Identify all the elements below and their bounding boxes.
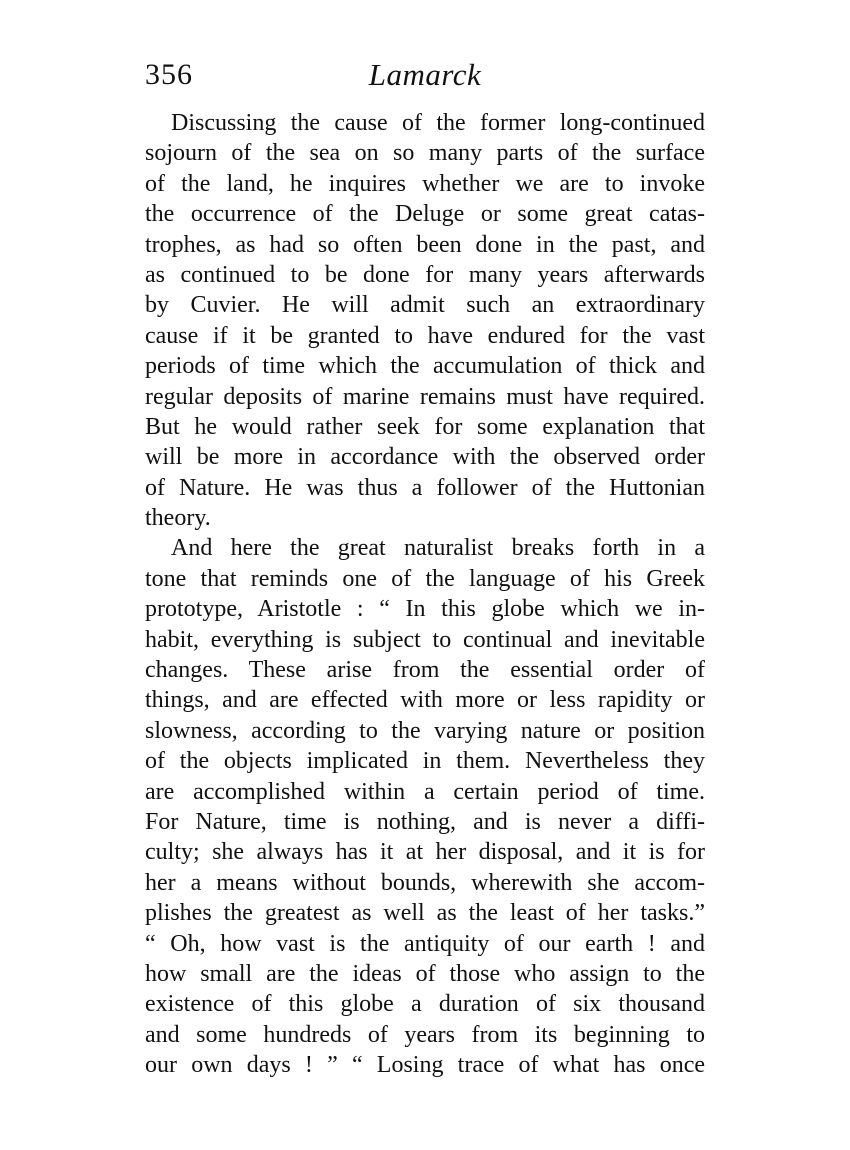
text-line: our own days ! ” “ Losing trace of what has once <box>145 1052 705 1079</box>
text-line: prototype, Aristotle : “ In this globe which we in- <box>145 596 705 623</box>
text-line: theory. <box>145 505 211 532</box>
text-line: existence of this globe a duration of six thousand <box>145 991 705 1018</box>
text-line: are accomplished within a certain period of time. <box>145 778 705 805</box>
text-line: plishes the greatest as well as the least of her tasks.” <box>145 900 705 927</box>
text-line: how small are the ideas of those who assign to the <box>145 960 705 987</box>
text-line: things, and are effected with more or less rapidity or <box>145 687 705 714</box>
text-line: will be more in accordance with the observed order <box>145 444 705 471</box>
text-line: And here the great naturalist breaks forth in a <box>171 535 705 562</box>
text-line: slowness, according to the varying nature or position <box>145 717 705 744</box>
text-line: of the land, he inquires whether we are to invoke <box>145 170 705 197</box>
body-text <box>145 108 705 1081</box>
text-line: But he would rather seek for some explanation that <box>145 413 705 440</box>
text-line: regular deposits of marine remains must have required. <box>145 383 705 410</box>
running-title: Lamarck <box>368 57 482 92</box>
text-line: trophes, as had so often been done in the past, and <box>145 231 705 258</box>
text-line: “ Oh, how vast is the antiquity of our earth ! and <box>145 930 705 957</box>
text-line: as continued to be done for many years afterwards <box>145 261 705 288</box>
page-number: 356 <box>145 58 193 91</box>
text-line: tone that reminds one of the language of his Greek <box>145 565 705 592</box>
text-line: Discussing the cause of the former long-continued <box>171 110 705 136</box>
text-line: periods of time which the accumulation of thick and <box>145 353 705 380</box>
text-line: cause if it be granted to have endured for the vast <box>145 322 705 349</box>
text-line: and some hundreds of years from its beginning to <box>145 1021 705 1048</box>
text-line: her a means without bounds, wherewith she accom- <box>145 869 705 896</box>
text-line: the occurrence of the Deluge or some great catas- <box>145 201 705 228</box>
text-line: For Nature, time is nothing, and is never a diffi- <box>145 808 705 835</box>
text-line: of Nature. He was thus a follower of the Huttonian <box>145 474 705 501</box>
text-line: of the objects implicated in them. Nevertheless they <box>145 748 705 775</box>
text-line: sojourn of the sea on so many parts of the surface <box>145 140 705 167</box>
text-line: by Cuvier. He will admit such an extraordinary <box>145 292 705 319</box>
text-line: habit, everything is subject to continual and inevitable <box>145 626 705 653</box>
text-line: culty; she always has it at her disposal, and it is for <box>145 839 705 866</box>
text-line: changes. These arise from the essential order of <box>145 657 705 684</box>
